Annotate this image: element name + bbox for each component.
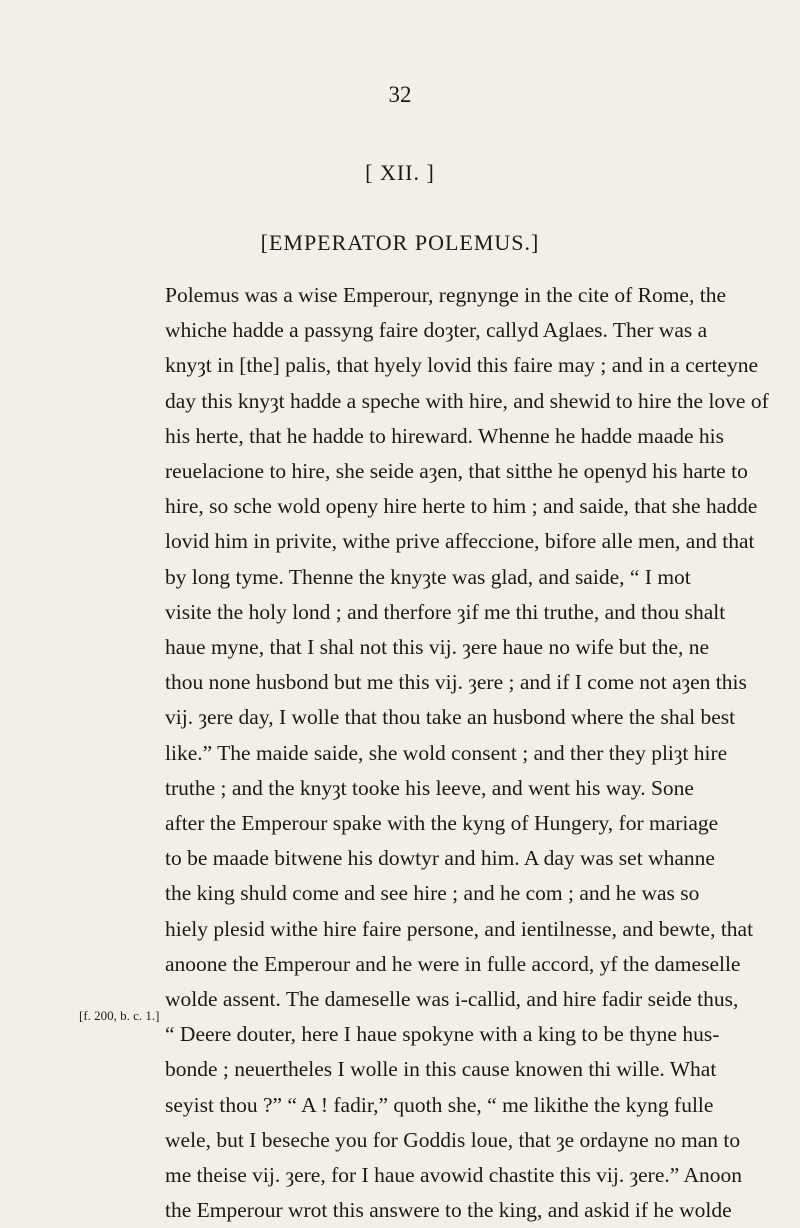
text-line: thou none husbond but me this vij. ȝere ; and if I come not aȝen this (165, 670, 747, 695)
text-line: haue myne, that I shal not this vij. ȝere haue no wife but the, ne (165, 635, 710, 660)
chapter-title: [EMPERATOR POLEMUS.] (260, 230, 540, 255)
text-line: day this knyȝt hadde a speche with hire, and shewid to hire the love of (165, 388, 769, 413)
text-line: seyist thou ?” “ A ! fadir,” quoth she, “ me likithe the kyng fulle (165, 1092, 714, 1117)
text-line: visite the holy lond ; and therfore ȝif me thi truthe, and thou shalt (165, 599, 726, 624)
text-line: wele, but I beseche you for Goddis loue, that ȝe ordayne no man to (165, 1127, 741, 1152)
text-line: reuelacione to hire, she seide aȝen, that sitthe he openyd his harte to (165, 459, 748, 484)
text-line: hire, so sche wold openy hire herte to him ; and saide, that she hadde (165, 494, 758, 519)
chapter-number: [ XII. ] (365, 160, 435, 185)
text-line: wolde assent. The dameselle was i-callid, and hire fadir seide thus, (165, 987, 739, 1012)
text-line: lovid him in privite, withe prive affeccione, bifore alle men, and that (165, 529, 755, 554)
text-line: like.” The maide saide, she wold consent ; and ther they pliȝt hire (165, 740, 728, 765)
text-line: hiely plesid withe hire faire persone, and ientilnesse, and bewte, that (165, 916, 754, 941)
text-line: after the Emperour spake with the kyng of Hungery, for mariage (165, 811, 719, 836)
text-line: truthe ; and the knyȝt tooke his leeve, and went his way. Sone (165, 775, 694, 800)
text-line: bonde ; neuertheles I wolle in this cause knowen thi wille. What (165, 1057, 717, 1082)
text-line: to be maade bitwene his dowtyr and him. A day was set whanne (165, 846, 715, 871)
text-line: Polemus was a wise Emperour, regnynge in the cite of Rome, the (165, 283, 726, 307)
text-line: anoone the Emperour and he were in fulle accord, yf the dameselle (165, 951, 741, 976)
text-line: “ Deere douter, here I haue spokyne with a king to be thyne hus- (165, 1022, 720, 1047)
text-line: his herte, that he hadde to hireward. Whenne he hadde maade his (165, 423, 724, 448)
text-line: the Emperour wrot this answere to the king, and askid if he wolde (165, 1198, 732, 1223)
text-line: whiche hadde a passyng faire doȝter, callyd Aglaes. Ther was a (165, 318, 708, 343)
text-line: me theise vij. ȝere, for I haue avowid chastite this vij. ȝere.” Anoon (165, 1163, 743, 1188)
text-line: the king shuld come and see hire ; and he com ; and he was so (165, 881, 700, 906)
page-number: 32 (388, 82, 412, 107)
text-line: vij. ȝere day, I wolle that thou take an husbond where the shal best (165, 705, 736, 730)
body-text (165, 278, 769, 1228)
text-line: knyȝt in [the] palis, that hyely lovid this faire may ; and in a certeyne (165, 353, 759, 378)
text-line: by long tyme. Thenne the knyȝte was glad, and saide, “ I mot (165, 564, 691, 589)
marginal-folio-note: [f. 200, b. c. 1.] (79, 1008, 160, 1023)
